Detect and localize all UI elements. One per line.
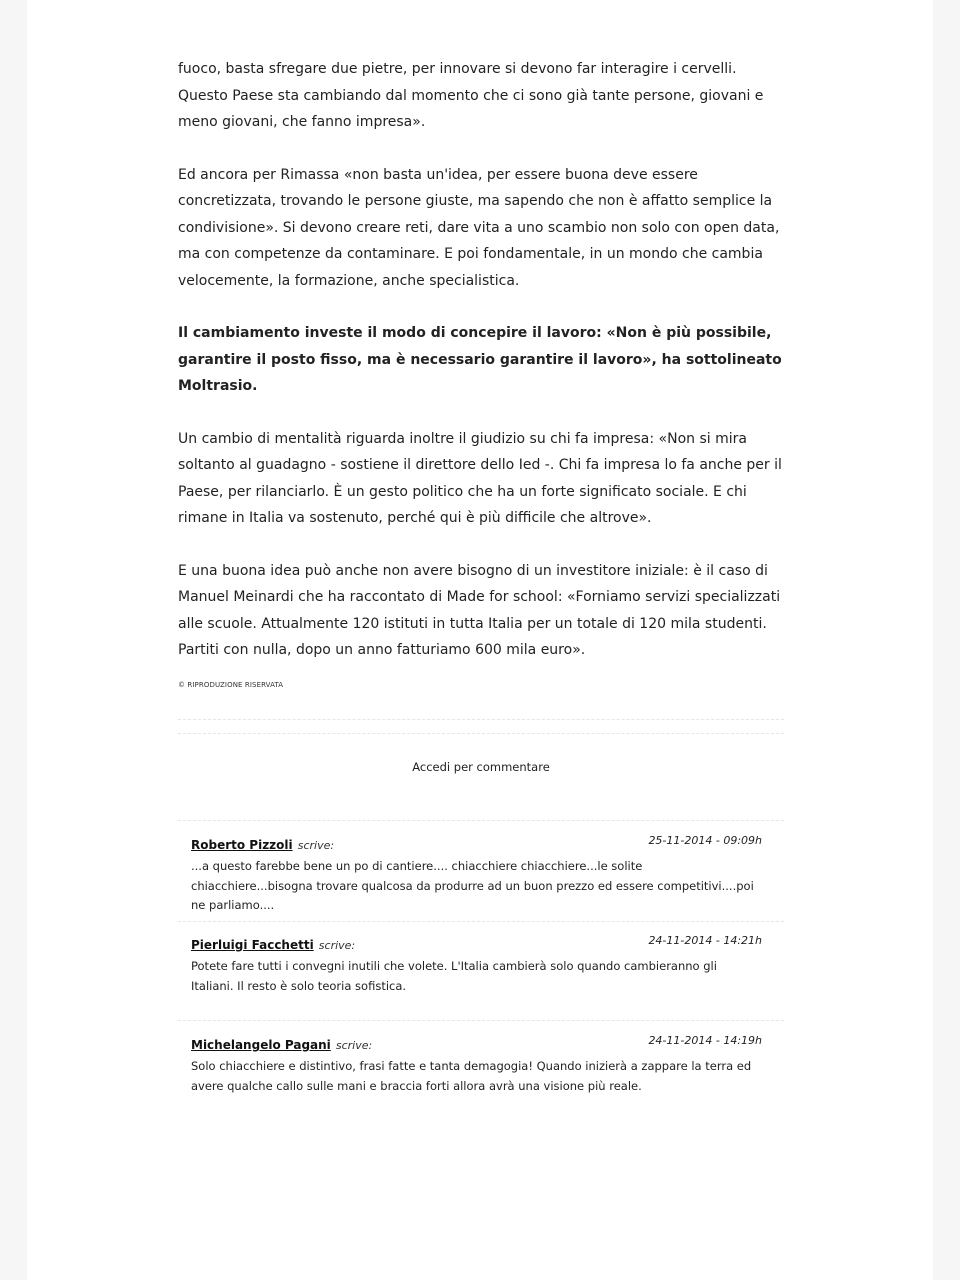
comment-writes-label: scrive: (297, 839, 335, 852)
comment-author-link[interactable]: Roberto Pizzoli (191, 838, 293, 852)
article-paragraph: E una buona idea può anche non avere bisogno di un investitore iniziale: è il caso di Manuel Meinardi che ha raccontato di Made for school: «Forniamo servizi specializzati alle scuole. Attualmente 120 istituti in tutta Italia per un totale di 120 mila studenti. Partiti con nulla, dopo un anno fatturiamo 600 mila euro». (178, 562, 781, 658)
comment-text: Solo chiacchiere e distintivo, frasi fatte e tanta demagogia! Quando inizierà a zappare la terra ed avere qualche callo sulle mani e braccia forti allora avrà una visione più reale. (191, 1059, 752, 1093)
article-page (27, 0, 933, 1280)
comment-date: 24-11-2014 - 14:19h (648, 1034, 762, 1047)
comment-author-link[interactable]: Pierluigi Facchetti (191, 938, 314, 952)
comment (191, 1034, 762, 1096)
article-paragraph: Ed ancora per Rimassa «non basta un'idea, per essere buona deve essere concretizzata, trovando le persone giuste, ma sapendo che non è affatto semplice la condivisione». Si devono creare reti, dare vita a uno scambio non solo con open data, ma con competenze da contaminare. E poi fondamentale, in un mondo che cambia velocemente, la formazione, anche specialistica. (178, 166, 780, 289)
divider (178, 820, 784, 821)
comment-header (191, 1034, 762, 1054)
article-paragraph: Un cambio di mentalità riguarda inoltre il giudizio su chi fa impresa: «Non si mira soltanto al guadagno - sostiene il direttore dello Ied -. Chi fa impresa lo fa anche per il Paese, per rilanciarlo. È un gesto politico che ha un forte significato sociale. E chi rimane in Italia va sostenuto, perché qui è più difficile che altrove». (178, 430, 782, 526)
article-paragraph: fuoco, basta sfregare due pietre, per innovare si devono far interagire i cervelli. Questo Paese sta cambiando dal momento che ci sono già tante persone, giovani e meno giovani, che fanno impresa». (178, 61, 764, 130)
article-highlight-paragraph: Il cambiamento investe il modo di concepire il lavoro: «Non è più possibile, garantire il posto fisso, ma è necessario garantire il lavoro», ha sottolineato Moltrasio. (178, 325, 782, 394)
article-body (178, 56, 790, 690)
divider (178, 1020, 784, 1021)
divider (178, 733, 784, 734)
comment-date: 25-11-2014 - 09:09h (648, 834, 762, 847)
comment-header (191, 934, 762, 954)
login-to-comment-link[interactable]: Accedi per commentare (412, 760, 550, 774)
comment-author-link[interactable]: Michelangelo Pagani (191, 1038, 331, 1052)
comment-text: Potete fare tutti i convegni inutili che volete. L'Italia cambierà solo quando cambieranno gli Italiani. Il resto è solo teoria sofistica. (191, 959, 717, 993)
comment (191, 934, 762, 996)
copyright-notice: © RIPRODUZIONE RISERVATA (178, 681, 284, 689)
divider (178, 921, 784, 922)
divider (178, 719, 784, 720)
comment-date: 24-11-2014 - 14:21h (648, 934, 762, 947)
comment-header (191, 834, 762, 854)
comment-writes-label: scrive: (318, 939, 356, 952)
comment (191, 834, 762, 916)
comment-writes-label: scrive: (335, 1039, 373, 1052)
comment-text: ...a questo farebbe bene un po di cantiere.... chiacchiere chiacchiere...le solite chiacchiere...bisogna trovare qualcosa da produrre ad un buon prezzo ed essere competitivi....poi ne parliamo.... (191, 859, 754, 912)
